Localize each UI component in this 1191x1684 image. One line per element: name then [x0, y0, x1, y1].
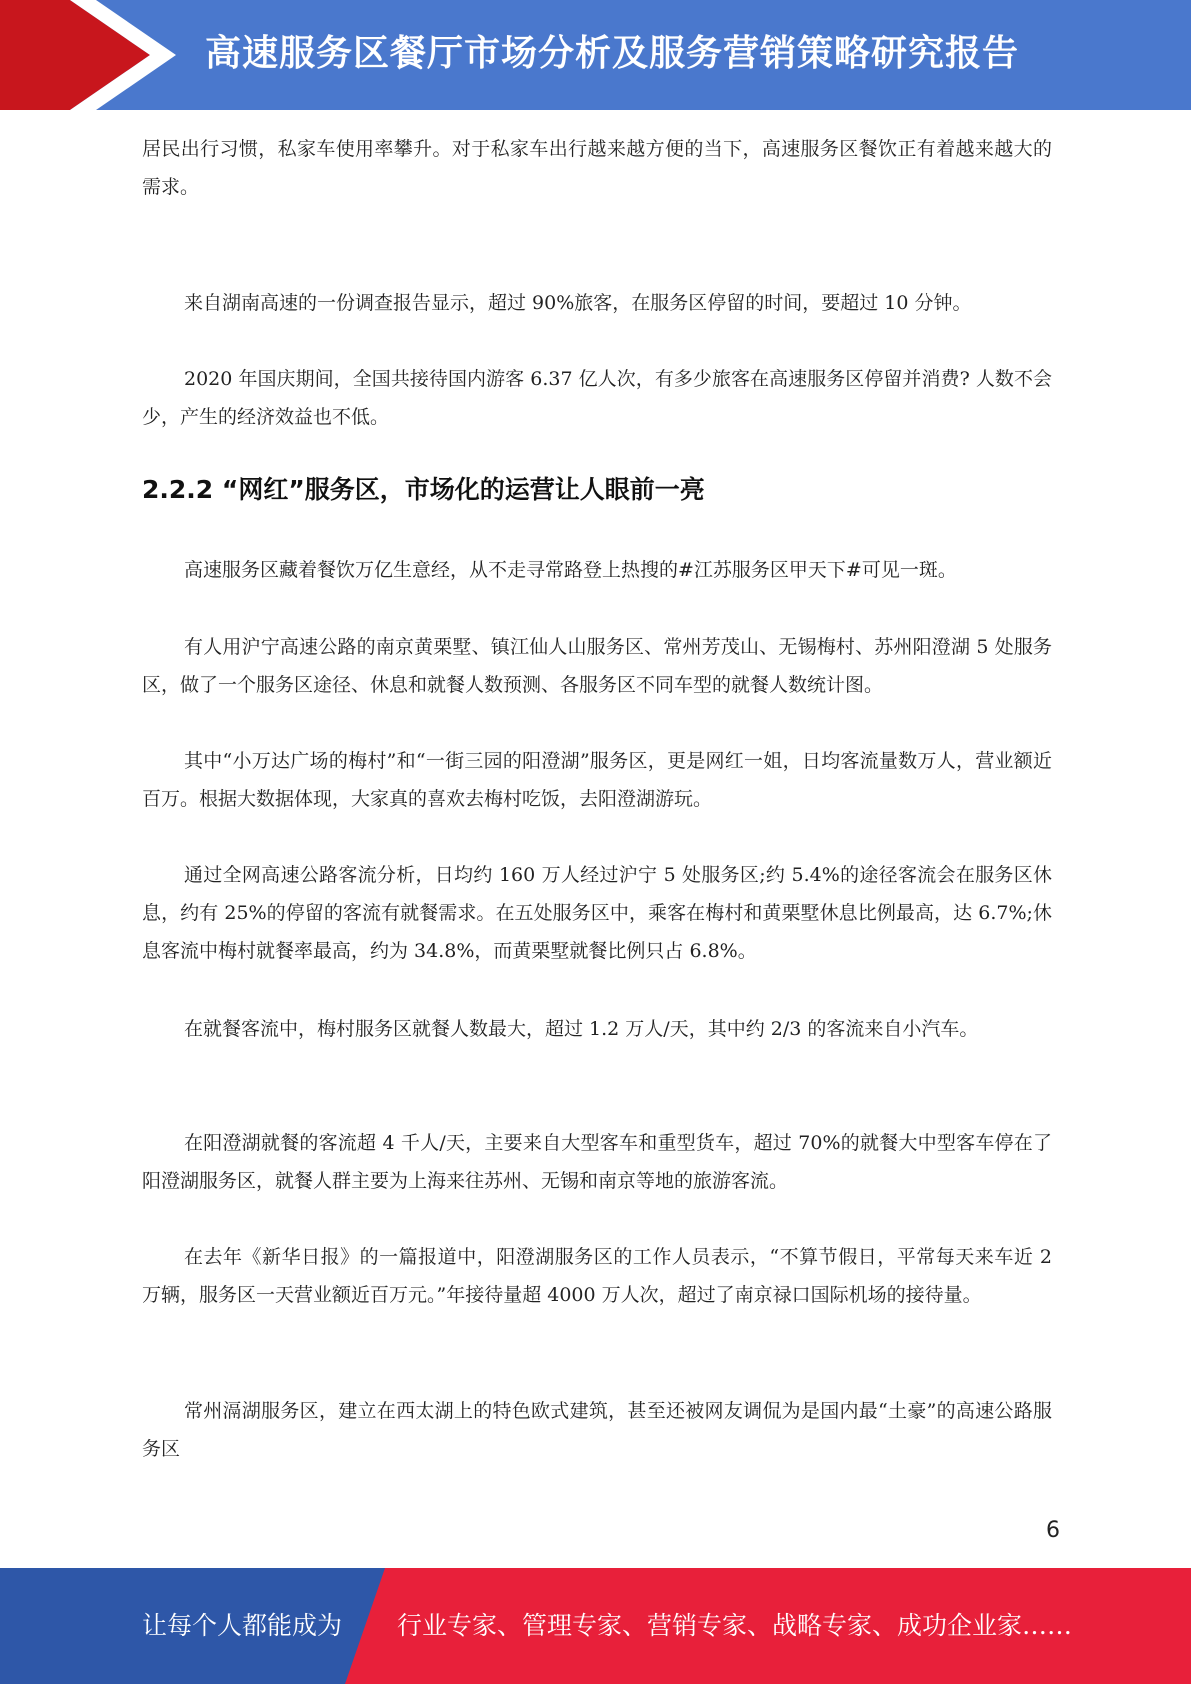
paragraph-5: 有人用沪宁高速公路的南京黄栗墅、镇江仙人山服务区、常州芳茂山、无锡梅村、苏州阳澄湖 5 处服务区，做了一个服务区途径、休息和就餐人数预测、各服务区不同车型的就餐人数统计图。	[142, 636, 1052, 696]
paragraph-6: 其中“小万达广场的梅村”和“一街三园的阳澄湖”服务区，更是网红一姐，日均客流量数万人，营业额近百万。根据大数据体现，大家真的喜欢去梅村吃饭，去阳澄湖游玩。	[142, 750, 1052, 810]
paragraph-2: 来自湖南高速的一份调查报告显示，超过 90%旅客，在服务区停留的时间，要超过 10 分钟。	[184, 292, 972, 314]
page-header	[0, 0, 1191, 110]
page-number: 6	[1046, 1518, 1060, 1543]
paragraph-7: 通过全网高速公路客流分析，日均约 160 万人经过沪宁 5 处服务区;约 5.4%的途径客流会在服务区休息，约有 25%的停留的客流有就餐需求。在五处服务区中，乘客在梅村和黄栗墅休息比例最高，达 6.7%;休息客流中梅村就餐率最高，约为 34.8%，而黄栗墅就餐比例只占 6.8%。	[142, 864, 1052, 962]
paragraph-9: 在阳澄湖就餐的客流超 4 千人/天，主要来自大型客车和重型货车，超过 70%的就餐大中型客车停在了阳澄湖服务区，就餐人群主要为上海来往苏州、无锡和南京等地的旅游客流。	[142, 1132, 1052, 1192]
section-heading: 2.2.2 “网红”服务区，市场化的运营让人眼前一亮	[142, 475, 705, 504]
page-footer	[0, 1568, 1191, 1684]
footer-slogan-left: 让每个人都能成为	[142, 1611, 343, 1640]
footer-slogan-right: 行业专家、管理专家、营销专家、战略专家、成功企业家……	[397, 1611, 1073, 1640]
paragraph-4: 高速服务区藏着餐饮万亿生意经，从不走寻常路登上热搜的#江苏服务区甲天下#可见一斑。	[184, 559, 957, 581]
paragraph-11: 常州滆湖服务区，建立在西太湖上的特色欧式建筑，甚至还被网友调侃为是国内最“土豪”的高速公路服务区	[142, 1400, 1052, 1460]
paragraph-1: 居民出行习惯，私家车使用率攀升。对于私家车出行越来越方便的当下，高速服务区餐饮正有着越来越大的需求。	[142, 138, 1052, 198]
paragraph-8: 在就餐客流中，梅村服务区就餐人数最大，超过 1.2 万人/天，其中约 2/3 的客流来自小汽车。	[184, 1018, 979, 1040]
paragraph-10: 在去年《新华日报》的一篇报道中，阳澄湖服务区的工作人员表示，“不算节假日，平常每天来车近 2 万辆，服务区一天营业额近百万元。”年接待量超 4000 万人次，超过了南京禄口国际机场的接待量。	[142, 1246, 1052, 1306]
paragraph-3: 2020 年国庆期间，全国共接待国内游客 6.37 亿人次，有多少旅客在高速服务区停留并消费? 人数不会少，产生的经济效益也不低。	[142, 368, 1052, 428]
document-title: 高速服务区餐厅市场分析及服务营销策略研究报告	[205, 33, 1020, 74]
